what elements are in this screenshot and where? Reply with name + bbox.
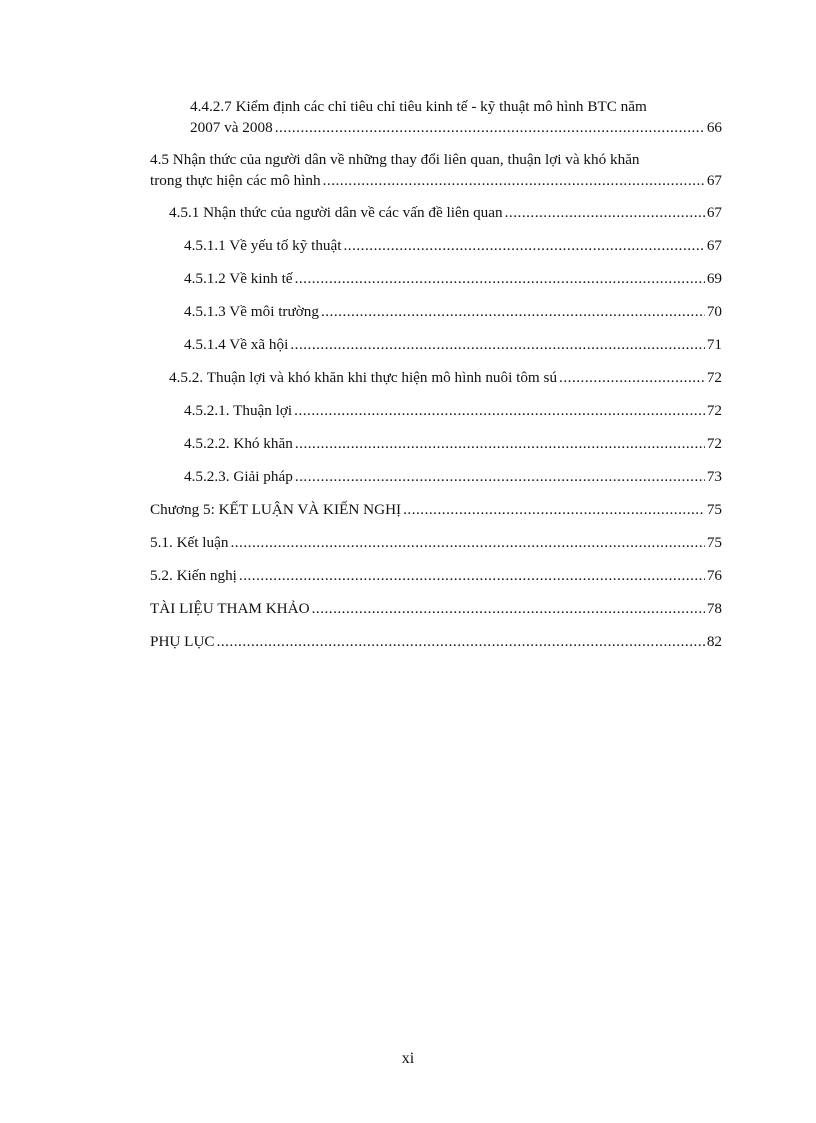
toc-entry-text: 4.4.2.7 Kiểm định các chỉ tiêu chỉ tiêu kinh tế - kỹ thuật mô hình BTC năm — [190, 98, 647, 115]
toc-page-number: 71 — [706, 336, 722, 353]
toc-entry-text: 4.5 Nhận thức của người dân về những thay đổi liên quan, thuận lợi và khó khăn — [150, 151, 640, 168]
toc-page-number: 72 — [706, 369, 722, 386]
toc-page-number: 69 — [706, 270, 722, 287]
toc-entry-text: 5.1. Kết luận — [150, 534, 229, 551]
toc-entry-text: 5.2. Kiến nghị — [150, 567, 237, 584]
toc-entry-text: 4.5.2.2. Khó khăn — [184, 435, 293, 452]
toc-entry-text: Chương 5: KẾT LUẬN VÀ KIẾN NGHỊ — [150, 501, 402, 518]
dot-leader — [295, 435, 705, 453]
dot-leader — [403, 501, 705, 519]
dot-leader — [321, 303, 705, 321]
dot-leader — [275, 119, 705, 137]
toc-entry-text: 4.5.1.4 Về xã hội — [184, 336, 289, 353]
toc-entry-4-5-1-3[interactable] — [150, 303, 722, 321]
toc-page-number: 72 — [706, 402, 722, 419]
toc-entry-text: 4.5.2. Thuận lợi và khó khăn khi thực hiện mô hình nuôi tôm sú — [169, 369, 558, 386]
toc-entry-5-2[interactable] — [150, 567, 722, 585]
toc-page-number: 73 — [706, 468, 722, 485]
toc-entry-5-1[interactable] — [150, 534, 722, 552]
toc-entry-4-5[interactable] — [150, 151, 722, 190]
toc-entry-text: 4.5.1.3 Về môi trường — [184, 303, 319, 320]
toc-page-number: 67 — [706, 172, 722, 189]
toc-entry-chapter-5[interactable] — [150, 501, 722, 519]
dot-leader — [323, 172, 705, 190]
toc-entry-4-4-2-7[interactable] — [150, 98, 722, 137]
dot-leader — [295, 270, 705, 288]
toc-entry-text: 4.5.2.1. Thuận lợi — [184, 402, 293, 419]
toc-page-number: 75 — [706, 534, 722, 551]
dot-leader — [294, 402, 705, 420]
toc-page-number: 82 — [706, 633, 722, 650]
dot-leader — [559, 369, 705, 387]
toc-entry-text: 4.5.1.1 Về yếu tố kỹ thuật — [184, 237, 342, 254]
toc-entry-text: 4.5.1.2 Về kinh tế — [184, 270, 293, 287]
toc-entry-appendix[interactable] — [150, 633, 722, 651]
dot-leader — [239, 567, 705, 585]
toc-page-number: 66 — [706, 119, 722, 136]
toc-entry-text: trong thực hiện các mô hình — [150, 172, 321, 189]
dot-leader — [217, 633, 705, 651]
dot-leader — [230, 534, 704, 552]
toc-entry-text: 4.5.2.3. Giải pháp — [184, 468, 293, 485]
dot-leader — [312, 600, 705, 618]
page-number-footer: xi — [401, 1050, 415, 1067]
toc-entry-references[interactable] — [150, 600, 722, 618]
toc-entry-4-5-1-4[interactable] — [150, 336, 722, 354]
toc-entry-text: 4.5.1 Nhận thức của người dân về các vấn đề liên quan — [169, 204, 503, 221]
dot-leader — [290, 336, 704, 354]
dot-leader — [505, 204, 705, 222]
toc-page-number: 70 — [706, 303, 722, 320]
toc-entry-4-5-1-1[interactable] — [150, 237, 722, 255]
dot-leader — [295, 468, 705, 486]
toc-entry-4-5-2[interactable] — [150, 369, 722, 387]
toc-entry-text: 2007 và 2008 — [190, 119, 273, 136]
dot-leader — [343, 237, 704, 255]
toc-entry-text: PHỤ LỤC — [150, 633, 215, 650]
toc-entry-4-5-2-3[interactable] — [150, 468, 722, 486]
toc-page-number: 75 — [706, 501, 722, 518]
toc-entry-text: TÀI LIỆU THAM KHẢO — [150, 600, 310, 617]
toc-page-number: 76 — [706, 567, 722, 584]
toc-entry-4-5-2-1[interactable] — [150, 402, 722, 420]
toc-entry-4-5-2-2[interactable] — [150, 435, 722, 453]
toc-page-number: 67 — [706, 204, 722, 221]
toc-page-number: 72 — [706, 435, 722, 452]
toc-entry-4-5-1-2[interactable] — [150, 270, 722, 288]
toc-entry-4-5-1[interactable] — [150, 204, 722, 222]
table-of-contents — [150, 98, 722, 651]
toc-page-number: 67 — [706, 237, 722, 254]
toc-page-number: 78 — [706, 600, 722, 617]
